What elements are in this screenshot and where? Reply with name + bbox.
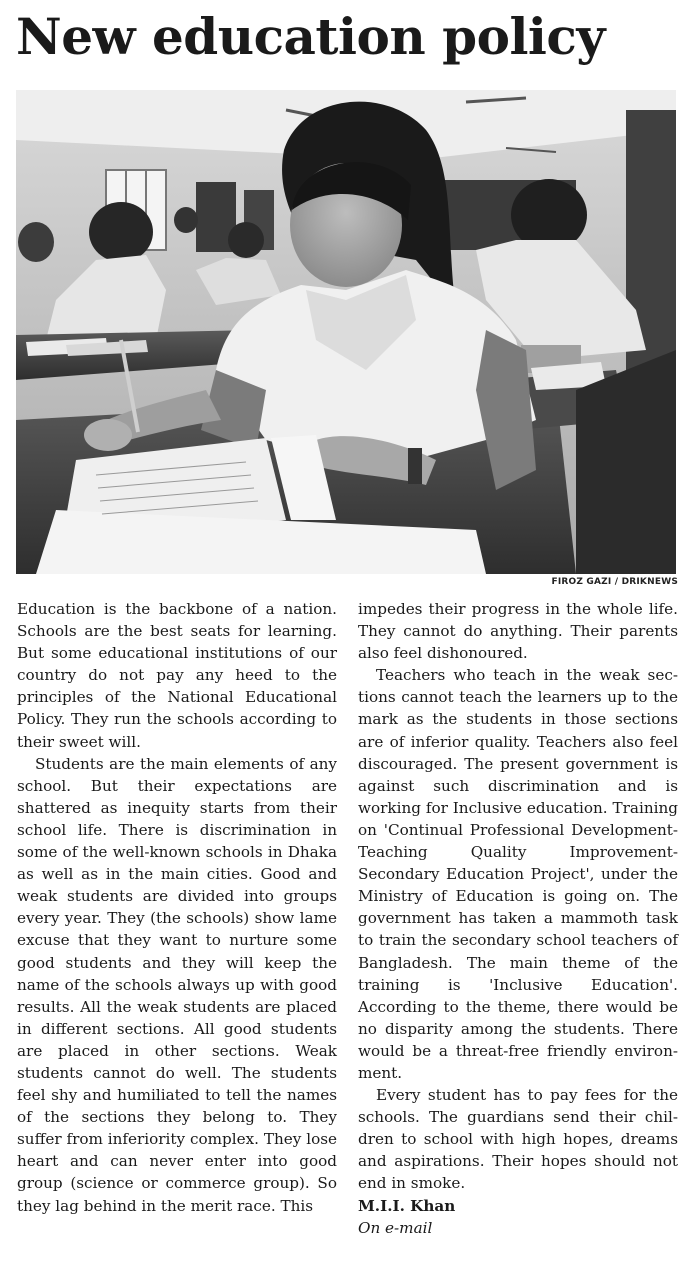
article-column-left [17, 598, 337, 1217]
headline: New education policy [16, 7, 605, 66]
author-source: On e-mail [358, 1218, 433, 1237]
classroom-exam-photo [16, 90, 676, 574]
paragraph: Teachers who teach in the weak sections cannot teach the learners up to the mark as the students in those sections are of inferior quality. Teachers also feel discouraged. The present government is against such discrimination and is working for Inclusive education. Training on 'Continual Professional Development-Teaching Quality Improvement-Secondary Education Project', under the Ministry of Education is going on. The government has taken a mammoth task to train the secondary school teachers of Bangladesh. The main theme of the training is 'Inclusive Education'. According to the theme, there would be no disparity among the students. There would be a threat-free friendly environment. [358, 666, 678, 1082]
paragraph: Education is the backbone of a nation. Schools are the best seats for learning. But some educational institutions of our country do not pay any heed to the principles of the National Educational Policy. They run the schools according to their sweet will. [17, 600, 337, 751]
paragraph: Every student has to pay fees for the schools. The guardians send their children to school with high hopes, dreams and aspirations. Their hopes should not end in smoke. [358, 1086, 678, 1193]
paragraph: Students are the main elements of any school. But their expectations are shattered as inequity starts from their school life. There is discrimination in some of the well-known schools in Dhaka as well as in the main cities. Good and weak students are divided into groups every year. They (the schools) show lame excuse that they want to nurture some good students and they will keep the name of the schools always up with good results. All the weak students are placed in different sections. All good students are placed in other sections. Weak students cannot do well. The students feel shy and humiliated to tell the names of the sections they belong to. They suffer from inferiority complex. They lose heart and can never enter into good group (science or commerce group). So they lag behind in the merit race. This [17, 754, 337, 1215]
paragraph: impedes their progress in the whole life. They cannot do anything. Their parents also feel dishonoured. [358, 600, 678, 663]
author-name: M.I.I. Khan [358, 1196, 456, 1215]
article-column-right [358, 598, 678, 1239]
photo-credit: FIROZ GAZI / DRIKNEWS [551, 577, 678, 587]
